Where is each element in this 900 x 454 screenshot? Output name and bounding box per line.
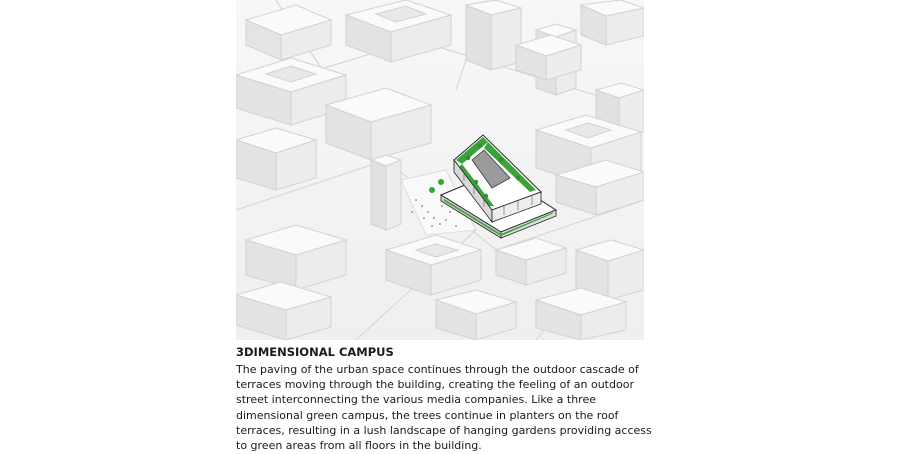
axonometric-campus-illustration (236, 0, 644, 340)
caption-body: The paving of the urban space continues through the outdoor cascade of terraces moving through the building, creating the feeling of an outdoor street interconnecting the various media companies. Like a three dimensional green campus, the trees continue in planters on the roof terraces, resulting in a lush landscape of hanging gardens providing access to green areas from all floors in the building. (236, 363, 652, 453)
caption-title: 3DIMENSIONAL CAMPUS (236, 345, 394, 359)
caption (236, 345, 656, 453)
city-block-axonometric (236, 0, 644, 340)
